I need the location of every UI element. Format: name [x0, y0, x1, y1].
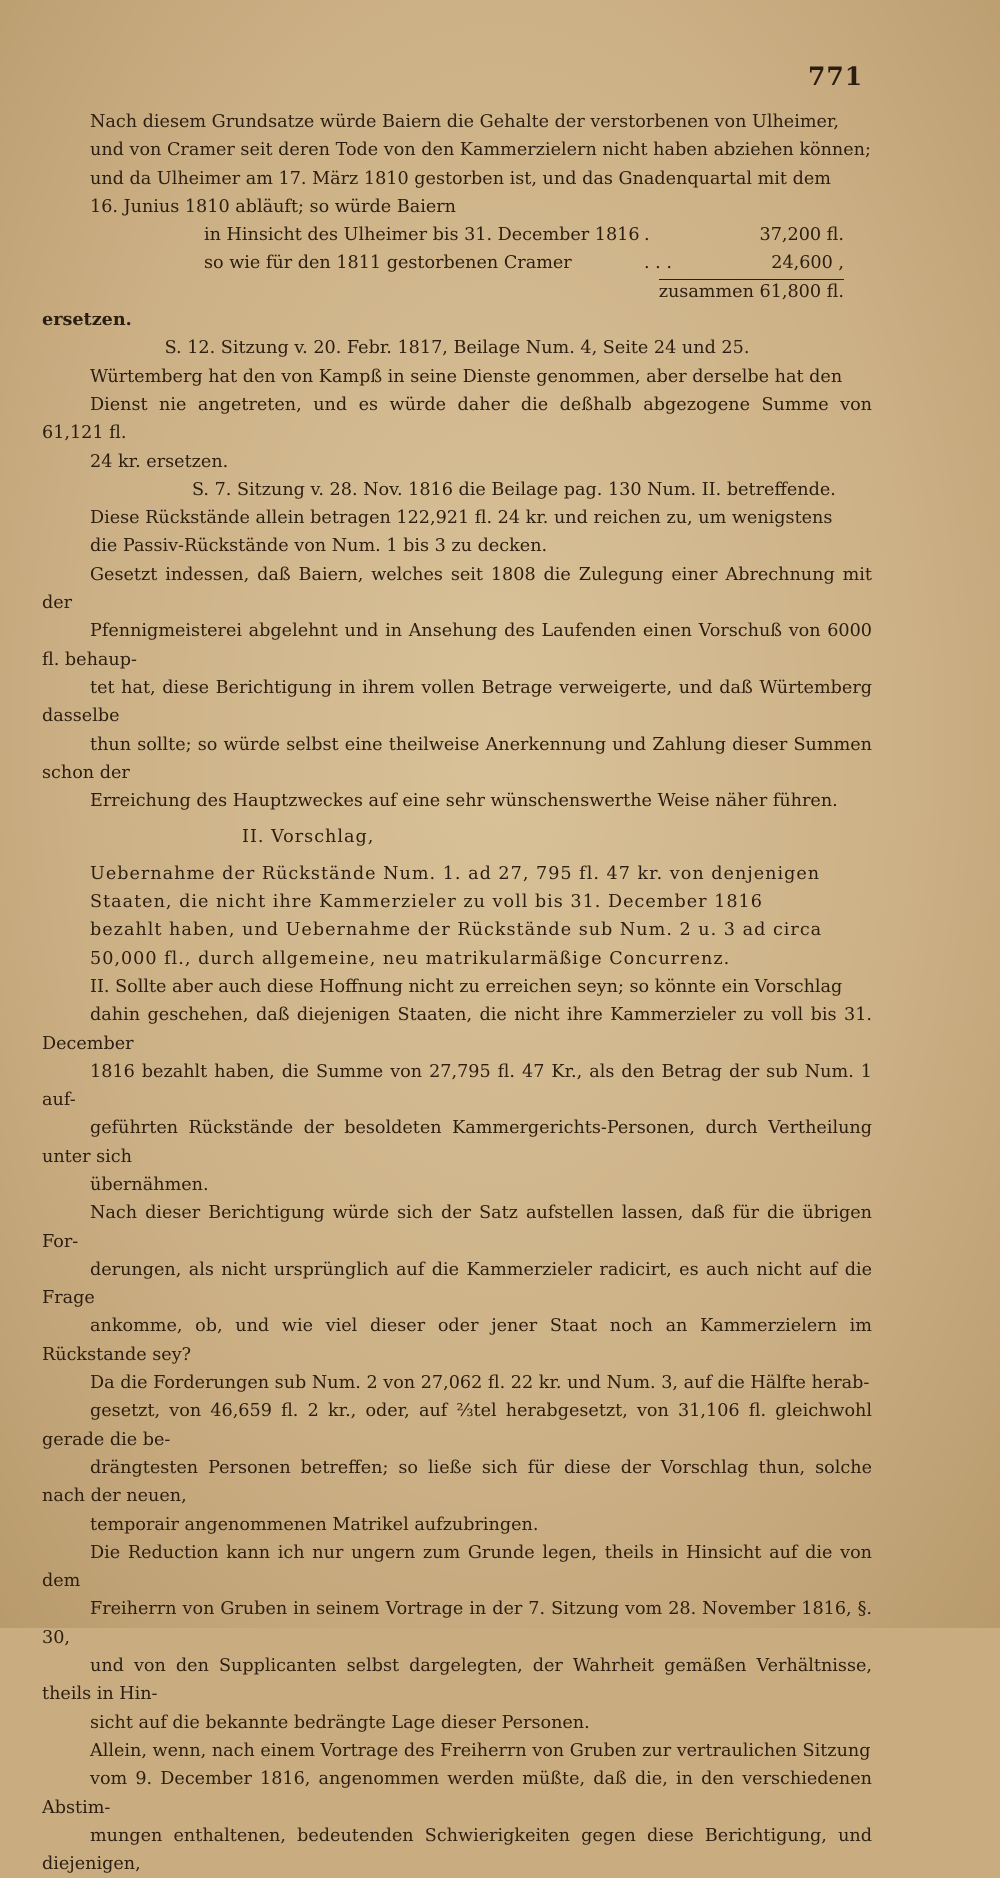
reference-line: S. 7. Sitzung v. 28. Nov. 1816 die Beilage pag. 130 Num. II. betreffende. — [192, 479, 836, 500]
text-line: derungen, als nicht ursprünglich auf die Kammerzieler radicirt, es auch nicht auf die Frage — [42, 1259, 872, 1309]
text-line: und da Ulheimer am 17. März 1810 gestorben ist, und das Gnadenquartal mit dem — [90, 168, 831, 189]
text-line: Da die Forderungen sub Num. 2 von 27,062 fl. 22 kr. und Num. 3, auf die Hälfte herab- — [90, 1373, 870, 1394]
text-line: Freiherrn von Gruben in seinem Vortrage in der 7. Sitzung vom 28. November 1816, §. 30, — [42, 1599, 872, 1648]
text-line: und von Cramer seit deren Tode von den Kammerzielern nicht haben abziehen können; — [90, 140, 871, 161]
text-line: mungen enthaltenen, bedeutenden Schwierigkeiten gegen diese Berichtigung, und diejenigen, — [42, 1825, 872, 1875]
amount-row — [204, 249, 844, 277]
text-line: II. Sollte aber auch diese Hoffnung nicht zu erreichen seyn; so könnte ein Vorschlag — [90, 976, 843, 997]
text-line: Nach diesem Grundsatze würde Baiern die Gehalte der verstorbenen von Ulheimer, — [90, 112, 839, 132]
text-line: sicht auf die bekannte bedrängte Lage dieser Personen. — [90, 1712, 590, 1733]
text-line: drängtesten Personen betreffen; so ließe sich für diese der Vorschlag thun, solche nach der neuen, — [42, 1457, 872, 1507]
text-line: und von den Supplicanten selbst dargelegten, der Wahrheit gemäßen Verhältnisse, theils in Hin- — [42, 1656, 872, 1705]
text-line: ankomme, ob, und wie viel dieser oder jener Staat noch an Kammerzielern im Rückstande sey? — [42, 1316, 872, 1365]
text-line: temporair angenommenen Matrikel aufzubringen. — [90, 1514, 539, 1535]
text-line: Würtemberg hat den von Kampß in seine Dienste genommen, aber derselbe hat den — [90, 366, 843, 387]
text-line: Pfennigmeisterei abgelehnt und in Ansehung des Laufenden einen Vorschuß von 6000 fl. behaup- — [42, 621, 872, 670]
proposal-block — [90, 860, 872, 973]
paragraph-1 — [42, 108, 872, 221]
text-line: bezahlt haben, und Uebernahme der Rückstände sub Num. 2 u. 3 ad circa — [90, 920, 823, 941]
text-line: 1816 bezahlt haben, die Summe von 27,795 fl. 47 Kr., als den Betrag der sub Num. 1 auf- — [42, 1061, 872, 1111]
paragraph-6 — [42, 1199, 872, 1369]
text-line: Staaten, die nicht ihre Kammerzieler zu voll bis 31. December 1816 — [90, 892, 763, 913]
section-heading: II. Vorschlag, — [242, 827, 375, 848]
text-line: übernähmen. — [90, 1174, 209, 1195]
closing-word: ersetzen. — [42, 309, 132, 331]
amount-value: 37,200 fl. — [759, 225, 844, 246]
text-line: geführten Rückstände der besoldeten Kammergerichts-Personen, durch Vertheilung unter sich — [42, 1118, 872, 1167]
text-line: 16. Junius 1810 abläuft; so würde Baiern — [90, 196, 457, 217]
text-line: Allein, wenn, nach einem Vortrage des Freiherrn von Gruben zur vertraulichen Sitzung — [90, 1740, 871, 1761]
text-line: Die Reduction kann ich nur ungern zum Grunde legen, theils in Hinsicht auf die von dem — [42, 1542, 872, 1592]
paragraph-8 — [42, 1539, 872, 1737]
amount-row — [204, 221, 844, 249]
amount-value: 24,600 , — [771, 253, 844, 274]
text-line: tet hat, diese Berichtigung in ihrem vollen Betrage verweigerte, und daß Würtemberg dasselbe — [42, 677, 872, 727]
text-line: 50,000 fl., durch allgemeine, neu matrikularmäßige Concurrenz. — [90, 948, 731, 969]
paragraph-3 — [42, 504, 872, 561]
paragraph-7 — [42, 1369, 872, 1539]
text-line: dahin geschehen, daß diejenigen Staaten, die nicht ihre Kammerzieler zu voll bis 31. December — [42, 1005, 872, 1054]
amount-description: in Hinsicht des Ulheimer bis 31. December 1816 — [204, 225, 640, 246]
text-line: vom 9. December 1816, angenommen werden müßte, daß die, in den verschiedenen Abstim- — [42, 1769, 872, 1818]
page-number: 771 — [808, 62, 864, 91]
reference-line: S. 12. Sitzung v. 20. Febr. 1817, Beilage Num. 4, Seite 24 und 25. — [164, 338, 750, 359]
paragraph-2 — [42, 363, 872, 476]
paragraph-5 — [42, 973, 872, 1199]
text-line: Gesetzt indessen, daß Baiern, welches seit 1808 die Zulegung einer Abrechnung mit der — [42, 564, 872, 614]
text-line: Erreichung des Hauptzweckes auf eine sehr wünschenswerthe Weise näher führen. — [90, 791, 838, 812]
total-row — [42, 278, 872, 306]
paragraph-9 — [42, 1737, 872, 1878]
text-line: thun sollte; so würde selbst eine theilweise Anerkennung und Zahlung dieser Summen schon der — [42, 734, 872, 783]
leader-dots: . — [644, 225, 650, 246]
paragraph-4 — [42, 561, 872, 816]
amount-description: so wie für den 1811 gestorbenen Cramer — [204, 253, 572, 274]
text-line: Diese Rückstände allein betragen 122,921 fl. 24 kr. und reichen zu, um wenigstens — [90, 508, 833, 529]
text-line: die Passiv-Rückstände von Num. 1 bis 3 zu decken. — [90, 536, 548, 557]
text-line: 24 kr. ersetzen. — [90, 451, 229, 472]
page-body — [42, 108, 872, 1878]
text-line: Nach dieser Berichtigung würde sich der Satz aufstellen lassen, daß für die übrigen For- — [42, 1203, 872, 1252]
text-line: Dienst nie angetreten, und es würde daher die deßhalb abgezogene Summe von 61,121 fl. — [42, 394, 872, 444]
text-line: Uebernahme der Rückstände Num. 1. ad 27, 795 fl. 47 kr. von denjenigen — [90, 863, 821, 884]
leader-dots: . . . — [644, 253, 672, 274]
total-amount: zusammen 61,800 fl. — [659, 279, 844, 302]
text-line: gesetzt, von 46,659 fl. 2 kr., oder, auf ⅔tel herabgesetzt, von 31,106 fl. gleichwohl gerade die be- — [42, 1401, 872, 1450]
